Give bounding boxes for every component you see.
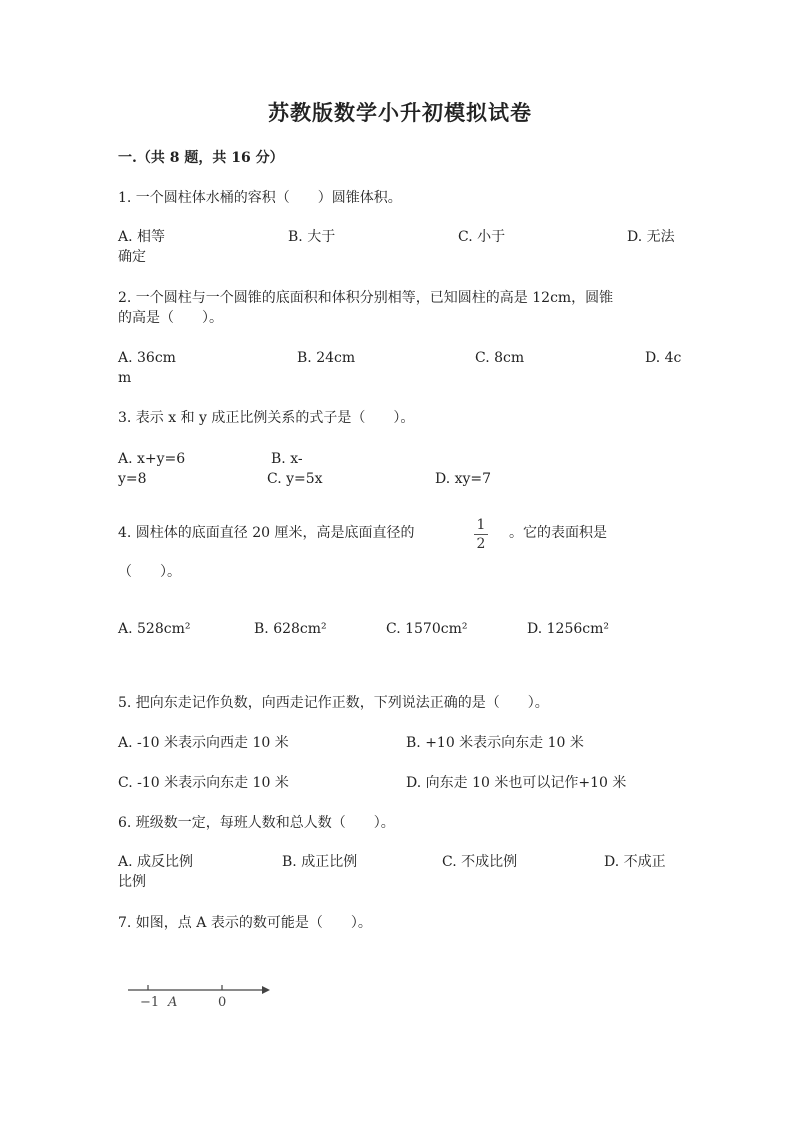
question-1-option-d: D. 无法 xyxy=(627,229,675,245)
question-4-stem-line2: （ ）。 xyxy=(118,564,181,580)
question-5-option-a: A. -10 米表示向西走 10 米 xyxy=(118,735,289,751)
question-4-stem-line1: 4. 圆柱体的底面直径 20 厘米，高是底面直径的 xyxy=(118,525,415,541)
question-2-option-d: D. 4c xyxy=(645,350,682,366)
question-5-option-b: B. +10 米表示向东走 10 米 xyxy=(406,735,584,751)
question-6-option-c: C. 不成比例 xyxy=(442,854,518,870)
label-zero: 0 xyxy=(218,995,227,1010)
question-6-option-d-wrap: 比例 xyxy=(118,874,146,890)
question-1-option-d-wrap: 确定 xyxy=(118,249,146,265)
section-heading: 一.（共 8 题，共 16 分） xyxy=(118,150,284,166)
question-3-stem: 3. 表示 x 和 y 成正比例关系的式子是（ ）。 xyxy=(118,410,415,426)
question-5-option-c: C. -10 米表示向东走 10 米 xyxy=(118,775,289,791)
question-1-option-a: A. 相等 xyxy=(118,229,166,245)
question-4-option-a: A. 528cm² xyxy=(118,621,191,637)
question-4-option-b: B. 628cm² xyxy=(254,621,327,637)
question-3-option-b-wrap: y=8 xyxy=(118,471,147,487)
label-neg1: −1 xyxy=(140,995,160,1010)
question-6-option-a: A. 成反比例 xyxy=(118,854,194,870)
question-6-stem: 6. 班级数一定，每班人数和总人数（ ）。 xyxy=(118,815,395,831)
question-7-stem: 7. 如图，点 A 表示的数可能是（ ）。 xyxy=(118,915,372,931)
label-point-a: A xyxy=(168,995,178,1010)
number-line-arrow-icon xyxy=(262,986,270,994)
question-2-option-d-wrap: m xyxy=(118,370,132,386)
question-2-stem-line2: 的高是（ ）。 xyxy=(118,310,223,326)
question-3-option-d: D. xy=7 xyxy=(435,471,492,487)
page-title: 苏教版数学小升初模拟试卷 xyxy=(268,100,532,125)
question-1-option-c: C. 小于 xyxy=(458,229,506,245)
question-3-option-a: A. x+y=6 xyxy=(118,451,186,467)
fraction-one-half xyxy=(474,518,488,551)
question-2-option-c: C. 8cm xyxy=(475,350,525,366)
question-2-option-b: B. 24cm xyxy=(297,350,356,366)
question-1-stem: 1. 一个圆柱体水桶的容积（ ）圆锥体积。 xyxy=(118,190,402,206)
question-6-option-b: B. 成正比例 xyxy=(282,854,358,870)
question-2-option-a: A. 36cm xyxy=(118,350,176,366)
question-5-option-d: D. 向东走 10 米也可以记作+10 米 xyxy=(406,775,627,791)
number-line-figure xyxy=(126,978,276,1012)
question-5-stem: 5. 把向东走记作负数，向西走记作正数，下列说法正确的是（ ）。 xyxy=(118,695,549,711)
question-1-option-b: B. 大于 xyxy=(288,229,336,245)
question-3-option-c: C. y=5x xyxy=(267,471,323,487)
question-2-stem-line1: 2. 一个圆柱与一个圆锥的底面积和体积分别相等，已知圆柱的高是 12cm，圆锥 xyxy=(118,290,614,306)
fraction-denominator: 2 xyxy=(476,536,486,552)
question-4-option-c: C. 1570cm² xyxy=(386,621,468,637)
question-3-option-b: B. x- xyxy=(271,451,303,467)
question-4-option-d: D. 1256cm² xyxy=(527,621,609,637)
question-4-stem-tail: 。它的表面积是 xyxy=(509,525,607,541)
question-6-option-d: D. 不成正 xyxy=(604,854,666,870)
fraction-numerator: 1 xyxy=(476,517,486,533)
fraction-bar xyxy=(474,534,488,535)
